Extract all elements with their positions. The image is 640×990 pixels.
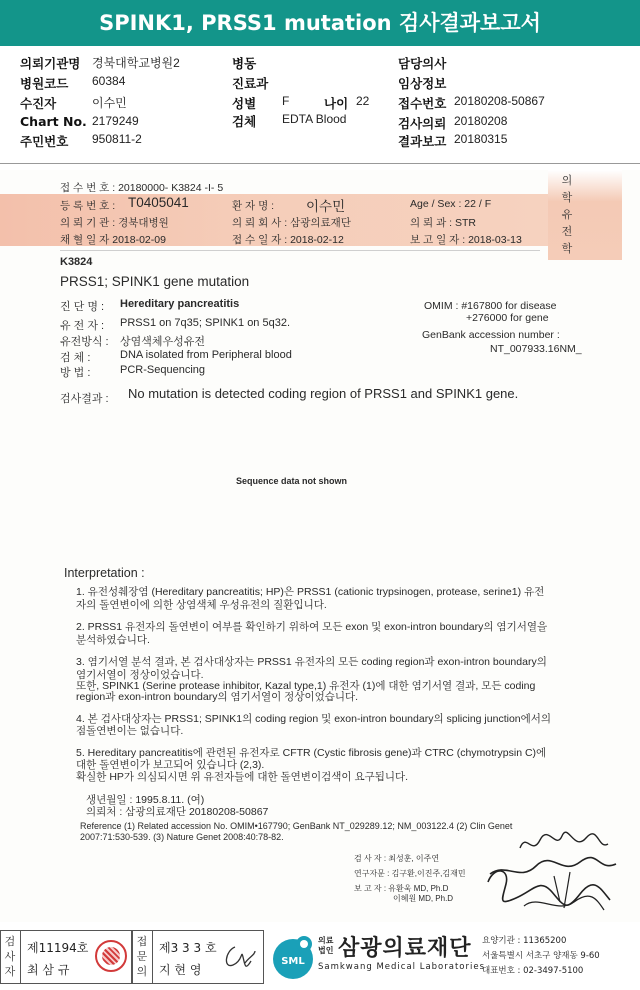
specimen-value: DNA isolated from Peripheral blood — [120, 349, 292, 361]
divider — [60, 250, 540, 251]
reference-line: 2007:71:530-539. (3) Nature Genet 2008:40:78-82. — [80, 832, 284, 842]
info-label: 임상정보 — [398, 76, 447, 91]
registration-label: 등 록 번 호 : — [60, 200, 116, 212]
license-number: 제11194호 — [27, 941, 89, 955]
examiner: 검 사 자 : 최성훈, 이주연 — [354, 854, 440, 863]
age-sex: Age / Sex : 22 / F — [410, 198, 492, 210]
result-label: 검사결과 : — [60, 393, 109, 405]
genbank-label: GenBank accession number : — [422, 329, 560, 341]
info-label: Chart No. — [20, 114, 87, 129]
accession-line: 접 수 번 호 : 20180000- K3824 -I- 5 — [60, 182, 224, 194]
info-label: 담당의사 — [398, 56, 447, 71]
info-label: 결과보고 — [398, 134, 447, 149]
department-line: 의 뢰 과 : STR — [410, 217, 477, 229]
info-value: 20180208 — [454, 114, 508, 128]
patient-name: 이수민 — [306, 199, 346, 214]
research-advisors: 연구자문 : 김구환,이진주,김재민 — [354, 869, 466, 878]
info-value: 22 — [356, 94, 370, 108]
organization-english: Samkwang Medical Laboratories — [318, 962, 486, 972]
birth-date: 생년월일 : 1995.8.11. (여) — [86, 794, 205, 806]
interpretation-line: 점돌연변이는 없습니다. — [76, 725, 184, 737]
info-label: 주민번호 — [20, 134, 69, 149]
info-value: 20180315 — [454, 132, 508, 146]
interpretation-line: 1. 유전성췌장염 (Hereditary pancreatitis; HP)은 PRSS1 (cationic trypsinogen, protease, serine1) 유전 — [76, 586, 545, 598]
info-value: 950811-2 — [92, 132, 142, 146]
info-label: 병동 — [232, 56, 257, 71]
patient-info-panel — [0, 46, 640, 164]
info-label: 진료과 — [232, 76, 269, 91]
omim-line-2: +276000 for gene — [466, 312, 549, 324]
divider — [0, 163, 640, 164]
contact-line: 대표번호 : 02-3497-5100 — [482, 966, 584, 976]
patient-label: 환 자 명 : — [232, 200, 275, 212]
draw-date: 채 혈 일 자 2018-02-09 — [60, 234, 166, 246]
examiner-license-box: 검 사 자 제11194호 최 삼 규 — [0, 930, 132, 984]
institution-line: 의 뢰 기 관 : 경북대병원 — [60, 217, 169, 229]
info-label: 검사의뢰 — [398, 116, 447, 131]
method-label: 방 법 : — [60, 367, 91, 379]
interpretation-line: 3. 염기서열 분석 결과, 본 검사대상자는 PRSS1 유전자의 모든 coding region과 exon-intron boundary의 — [76, 656, 547, 668]
reporter-2: 이혜원 MD, Ph.D — [393, 894, 454, 903]
contact-line: 요양기관 : 11365200 — [482, 936, 567, 946]
info-value: 이수민 — [92, 96, 127, 110]
contact-line: 서울특별시 서초구 양재동 9-60 — [482, 951, 600, 961]
info-value: 20180208-50867 — [454, 94, 545, 108]
interpretation-line: 대한 돌연변이가 보고되어 있습니다 (2,3). — [76, 759, 265, 771]
interpretation-line: 2. PRSS1 유전자의 돌연변이 여부를 확인하기 위하여 모든 exon 및 exon-intron boundary의 염기서열을 — [76, 621, 548, 633]
interpretation-line: 자의 돌연변이에 의한 상염색체 우성유전의 질환입니다. — [76, 599, 327, 611]
logo-text: SML — [281, 956, 305, 967]
diagnosis-value: Hereditary pancreatitis — [120, 298, 240, 310]
info-value: 경북대학교병원2 — [92, 56, 180, 70]
interpretation-line: region과 exon-intron boundary의 염기서열이 정상이었습니다. — [76, 691, 359, 703]
result-value: No mutation is detected coding region of PRSS1 and SPINK1 gene. — [128, 386, 519, 401]
gene-label: 유 전 자 : — [60, 320, 105, 332]
company-logo-icon — [268, 932, 318, 982]
omim-line-1: OMIM : #167800 for disease — [424, 300, 557, 312]
interpretation-line: 4. 본 검사대상자는 PRSS1; SPINK1의 coding region 및 exon-intron boundary의 splicing junction에서의 — [76, 713, 552, 725]
license-number: 제3 3 3 호 — [159, 941, 217, 955]
report-title: SPINK1, PRSS1 mutation 검사결과보고서 — [0, 0, 640, 46]
seal-icon — [95, 940, 127, 972]
info-label: 수진자 — [20, 96, 57, 111]
reporter-1: 보 고 자 : 유환욱 MD, Ph.D — [354, 884, 449, 893]
receive-date: 접 수 일 자 : 2018-02-12 — [232, 234, 344, 246]
signature-icon — [221, 943, 257, 973]
info-value: EDTA Blood — [282, 112, 347, 126]
specimen-label: 검 체 : — [60, 352, 91, 364]
info-label: 접수번호 — [398, 96, 447, 111]
signature-image — [470, 822, 620, 918]
info-label: 성별 — [232, 96, 257, 111]
registration-number: T0405041 — [128, 195, 189, 210]
interpretation-title: Interpretation : — [64, 566, 145, 580]
interpretation-line: 5. Hereditary pancreatitis에 관련된 유전자로 CFTR (Cystic fibrosis gene)과 CTRC (chymotrypsin C)에 — [76, 747, 547, 759]
inheritance-label: 유전방식 : — [60, 336, 109, 348]
sequence-note: Sequence data not shown — [236, 476, 348, 486]
info-label: 의뢰기관명 — [20, 56, 81, 71]
test-code: K3824 — [60, 256, 93, 268]
specialist-license-box: 접 문 의 제3 3 3 호 지 현 영 — [132, 930, 264, 984]
examiner-name: 최 삼 규 — [27, 963, 70, 977]
info-value: 2179249 — [92, 114, 139, 128]
report-date: 보 고 일 자 : 2018-03-13 — [410, 234, 522, 246]
info-label: 병원코드 — [20, 76, 69, 91]
interpretation-line: 또한, SPINK1 (Serine protease inhibitor, Kazal type,1) 유전자 (1)에 대한 염기서열 결과, 모든 coding — [76, 680, 536, 692]
info-label: 검체 — [232, 114, 257, 129]
footer — [0, 926, 640, 990]
info-value: F — [282, 94, 290, 108]
method-value: PCR-Sequencing — [120, 364, 205, 376]
reference-line: Reference (1) Related accession No. OMIM•167790; GenBank NT_029289.12; NM_003122.4 (2) Clin Genet — [80, 821, 513, 831]
test-name: PRSS1; SPINK1 gene mutation — [60, 274, 250, 289]
gene-value: PRSS1 on 7q35; SPINK1 on 5q32. — [120, 317, 291, 329]
genbank-value: NT_007933.16NM_ — [490, 343, 582, 355]
requester: 의뢰처 : 삼광의료재단 20180208-50867 — [86, 806, 269, 818]
interpretation-line: 분석하였습니다. — [76, 634, 150, 646]
specialist-name: 지 현 영 — [159, 963, 202, 977]
vertical-department-label: 의 학 유 전 학 — [561, 174, 573, 255]
info-label: 나이 — [324, 96, 349, 111]
interpretation-line: 확실한 HP가 의심되시면 위 유전자들에 대한 돌연변이검색이 요구됩니다. — [76, 771, 409, 783]
organization-name: 삼광의료재단 — [338, 936, 472, 961]
info-value: 60384 — [92, 74, 126, 88]
org-prefix: 의료 법인 — [318, 936, 334, 955]
inheritance-value: 상염색체우성유전 — [120, 336, 206, 348]
scanned-report — [0, 170, 640, 922]
diagnosis-label: 진 단 명 : — [60, 301, 105, 313]
lab-line: 의 뢰 회 사 : 삼광의료재단 — [232, 217, 351, 229]
interpretation-line: 염기서열이 정상이었습니다. — [76, 669, 204, 681]
